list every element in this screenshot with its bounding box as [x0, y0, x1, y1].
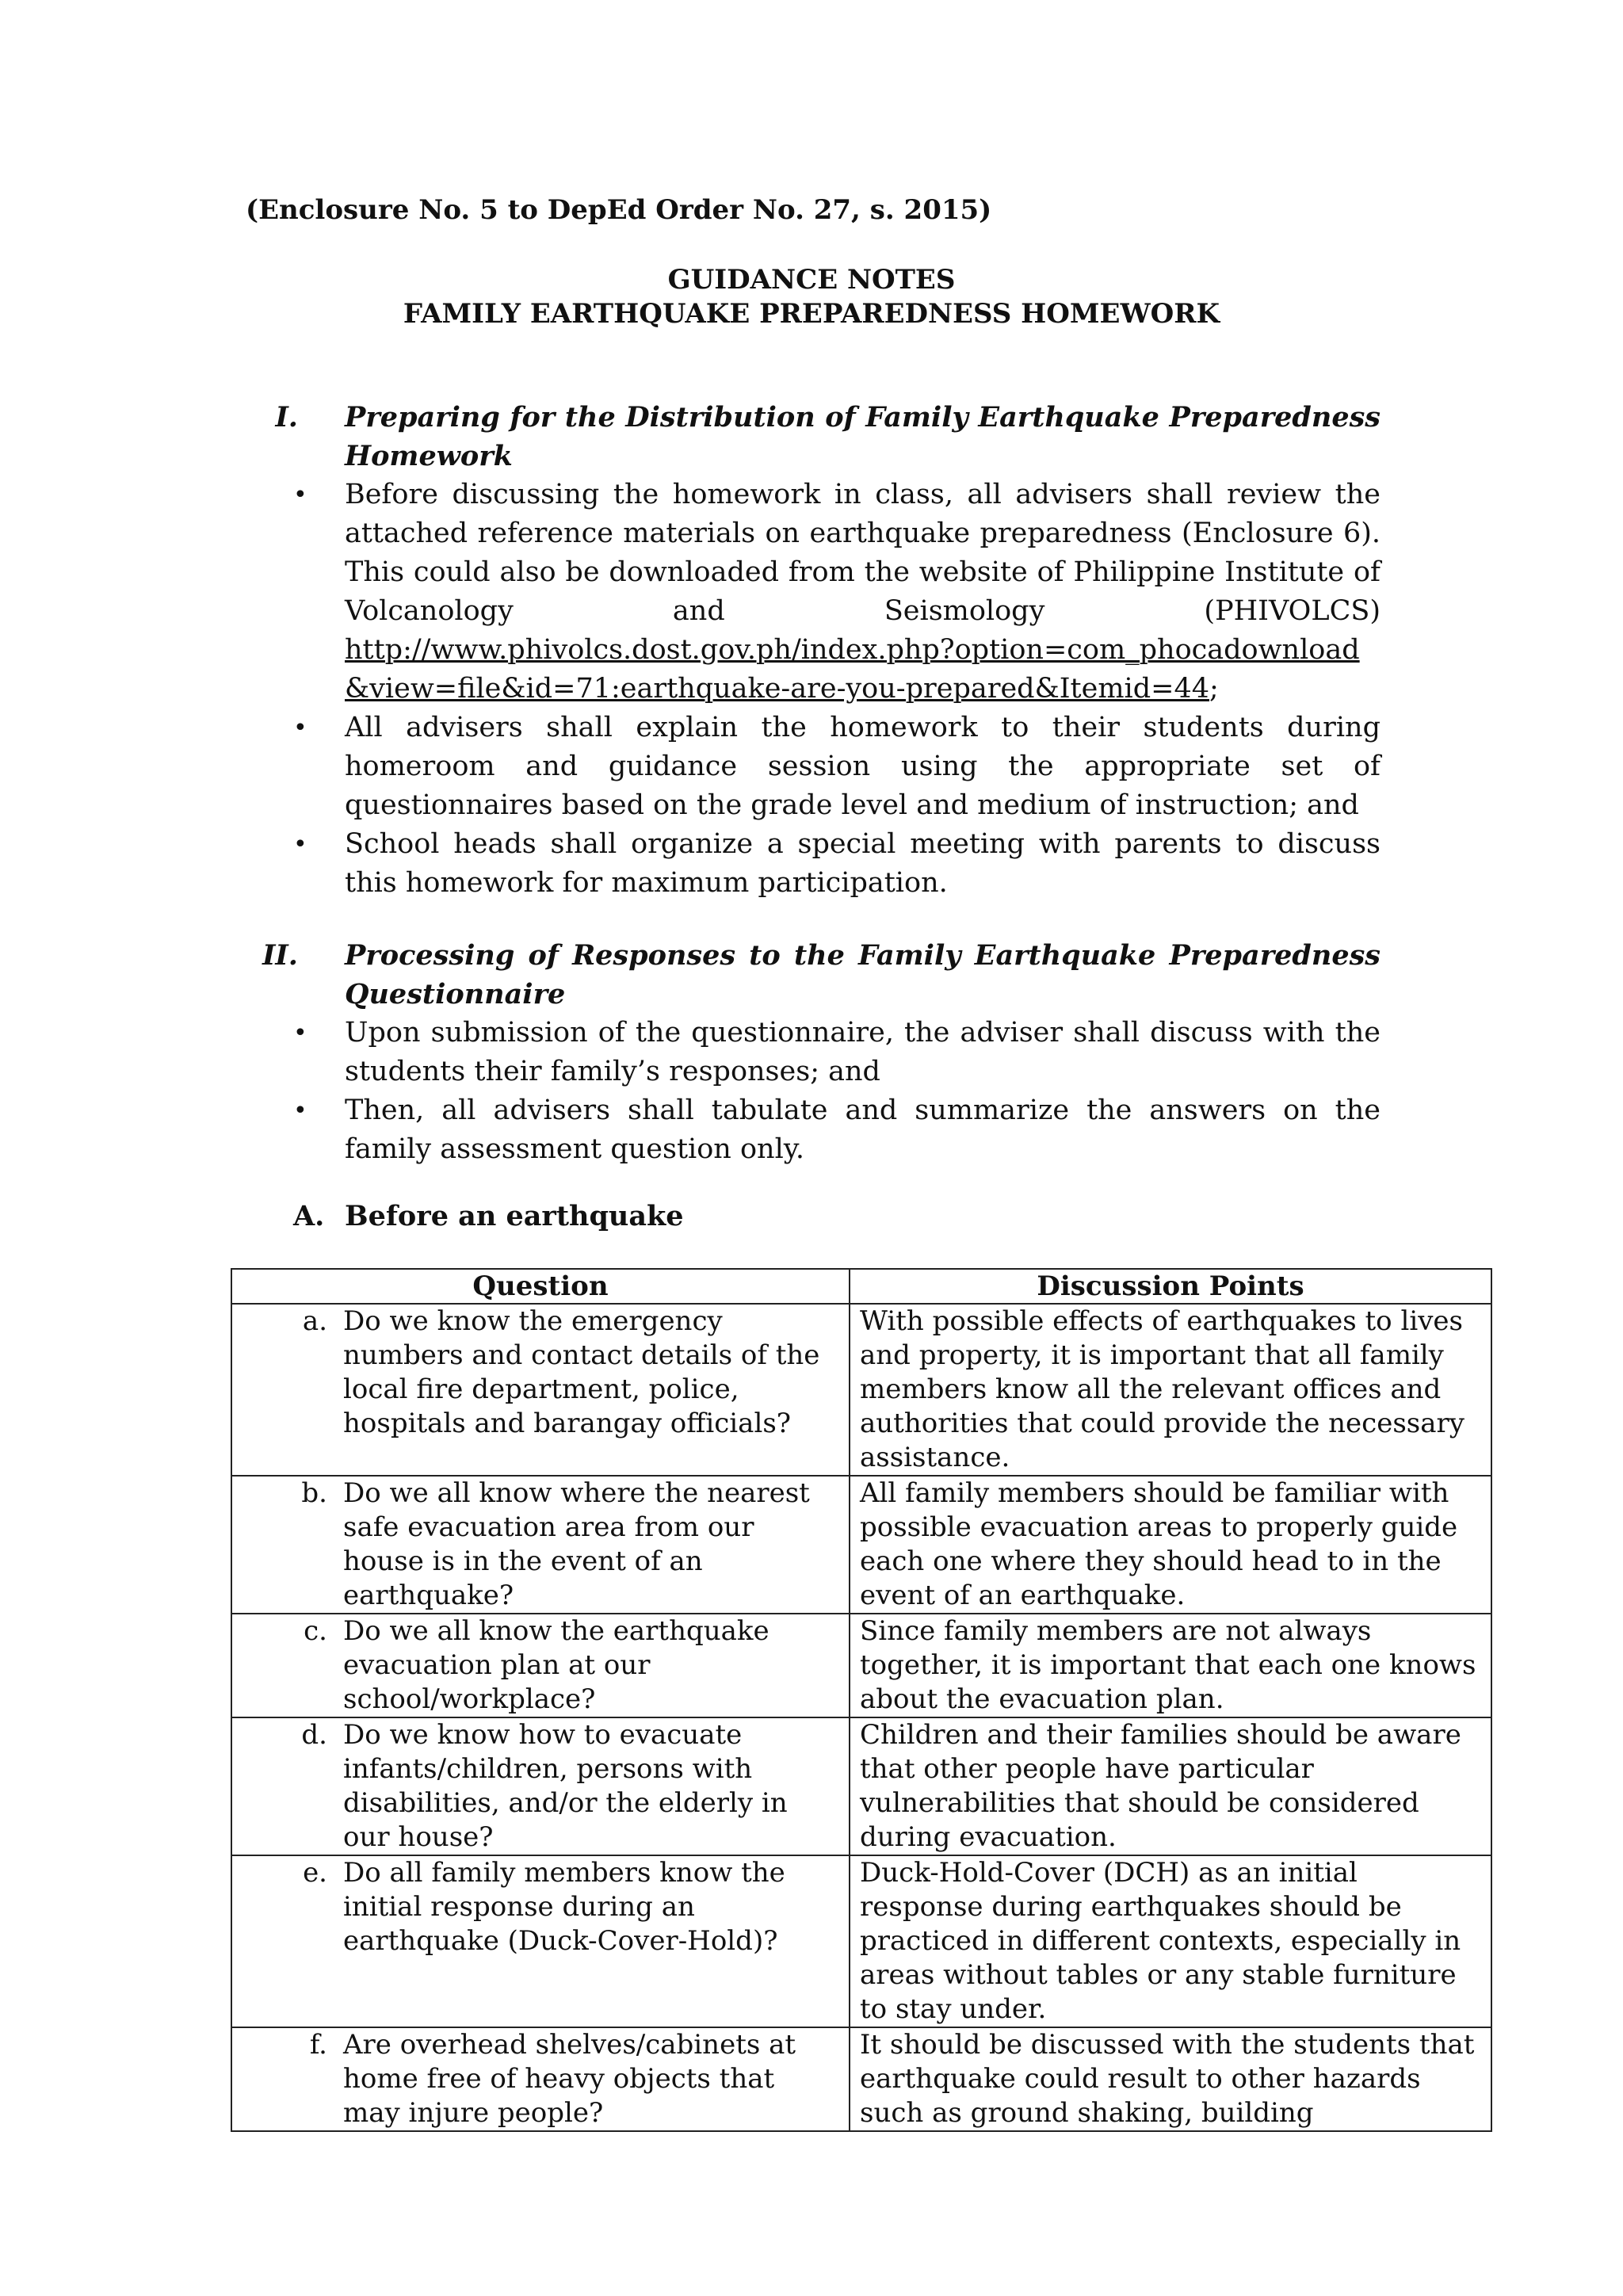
section-1-bullet-1	[262, 476, 1381, 709]
bullet-1-text: Before discussing the homework in class, all advisers shall review the attached reference materials on earthquake preparedness (Enclosure 6). This could also be downloaded from the website of Philippine Institute of Volcanology and Seismology (PHIVOLCS)	[345, 479, 1381, 627]
question-letter: a.	[302, 1305, 327, 1337]
section-1-bullet-2	[262, 709, 1381, 825]
table-row	[231, 1476, 1491, 1614]
question-cell	[231, 1304, 850, 1476]
question-cell	[231, 1717, 850, 1855]
table-row	[231, 1304, 1491, 1476]
question-text: Are overhead shelves/cabinets at home free of heavy objects that may injure people?	[343, 2029, 796, 2129]
question-text: Do we all know where the nearest safe evacuation area from our house is in the event of an earthquake?	[343, 1477, 810, 1611]
bullet-icon: •	[293, 831, 307, 858]
table-row	[231, 1855, 1491, 2027]
question-cell	[231, 1855, 850, 2027]
bullet-1-suffix: ;	[1209, 673, 1219, 705]
section-1-number: I.	[275, 401, 298, 434]
question-text: Do we know the emergency numbers and contact details of the local fire department, police, hospitals and barangay officials?	[343, 1305, 820, 1439]
question-cell	[231, 1614, 850, 1717]
discussion-cell: With possible effects of earthquakes to lives and property, it is important that all family members know all the relevant offices and authorities that could provide the necessary assistance.	[850, 1304, 1491, 1476]
column-header-discussion: Discussion Points	[850, 1269, 1491, 1304]
enclosure-reference: (Enclosure No. 5 to DepEd Order No. 27, s. 2015)	[246, 194, 992, 226]
section-1-bullet-3	[262, 825, 1381, 903]
discussion-cell: All family members should be familiar with possible evacuation areas to properly guide each one where they should head to in the event of an earthquake.	[850, 1476, 1491, 1614]
question-text: Do we all know the earthquake evacuation plan at our school/workplace?	[343, 1615, 769, 1715]
title-line-2: FAMILY EARTHQUAKE PREPAREDNESS HOMEWORK	[403, 298, 1220, 330]
discussion-cell: Duck-Hold-Cover (DCH) as an initial response during earthquakes should be practiced in different contexts, especially in areas without tables or any stable furniture to stay under.	[850, 1855, 1491, 2027]
subsection-letter: A.	[293, 1200, 325, 1232]
bullet-2-text: All advisers shall explain the homework to their students during homeroom and guidance session using the appropriate set of questionnaires based on the grade level and medium of instruction; and	[345, 712, 1381, 821]
question-letter: d.	[301, 1719, 327, 1751]
section-2-bullets	[262, 1014, 1381, 1169]
questions-table	[231, 1268, 1492, 2132]
column-header-question: Question	[231, 1269, 850, 1304]
subsection-title: Before an earthquake	[345, 1200, 684, 1232]
title-line-1: GUIDANCE NOTES	[667, 264, 956, 296]
section-2-bullet-1-text: Upon submission of the questionnaire, the adviser shall discuss with the students their family’s responses; and	[345, 1017, 1381, 1087]
question-letter: e.	[303, 1857, 327, 1889]
bullet-icon: •	[293, 714, 307, 742]
section-2-bullet-1	[262, 1014, 1381, 1091]
phivolcs-link-part-2[interactable]: &view=file&id=71:earthquake-are-you-prepared&Itemid=44	[345, 673, 1209, 705]
section-2	[262, 936, 1381, 1169]
section-1	[262, 398, 1381, 903]
subsection-heading	[293, 1200, 684, 1232]
table-header-row	[231, 1269, 1491, 1304]
bullet-icon: •	[293, 481, 307, 509]
discussion-cell: Since family members are not always together, it is important that each one knows about the evacuation plan.	[850, 1614, 1491, 1717]
discussion-cell: It should be discussed with the students that earthquake could result to other hazards such as ground shaking, building	[850, 2027, 1491, 2131]
discussion-cell: Children and their families should be aware that other people have particular vulnerabilities that should be considered during evacuation.	[850, 1717, 1491, 1855]
table-row	[231, 1717, 1491, 1855]
bullet-3-text: School heads shall organize a special meeting with parents to discuss this homework for maximum participation.	[345, 828, 1381, 899]
section-1-bullets	[262, 476, 1381, 903]
table-row	[231, 1614, 1491, 1717]
section-1-title: Preparing for the Distribution of Family Earthquake Preparedness Homework	[345, 401, 1381, 472]
question-text: Do all family members know the initial response during an earthquake (Duck-Cover-Hold)?	[343, 1857, 785, 1957]
question-letter: b.	[301, 1477, 327, 1509]
section-2-number: II.	[262, 939, 298, 972]
section-2-bullet-2	[262, 1091, 1381, 1169]
phivolcs-link-part-1[interactable]: http://www.phivolcs.dost.gov.ph/index.php?option=com_phocadownload	[345, 634, 1360, 666]
section-2-heading	[262, 936, 1381, 1014]
bullet-icon: •	[293, 1019, 307, 1047]
question-text: Do we know how to evacuate infants/children, persons with disabilities, and/or the elderly in our house?	[343, 1719, 788, 1853]
question-letter: f.	[309, 2029, 327, 2061]
document-title	[0, 263, 1623, 331]
section-2-bullet-2-text: Then, all advisers shall tabulate and summarize the answers on the family assessment question only.	[345, 1095, 1381, 1165]
section-2-title: Processing of Responses to the Family Earthquake Preparedness Questionnaire	[345, 939, 1381, 1010]
bullet-icon: •	[293, 1097, 307, 1125]
question-cell	[231, 1476, 850, 1614]
question-letter: c.	[304, 1615, 327, 1647]
table-row	[231, 2027, 1491, 2131]
section-1-heading	[262, 398, 1381, 476]
question-cell	[231, 2027, 850, 2131]
